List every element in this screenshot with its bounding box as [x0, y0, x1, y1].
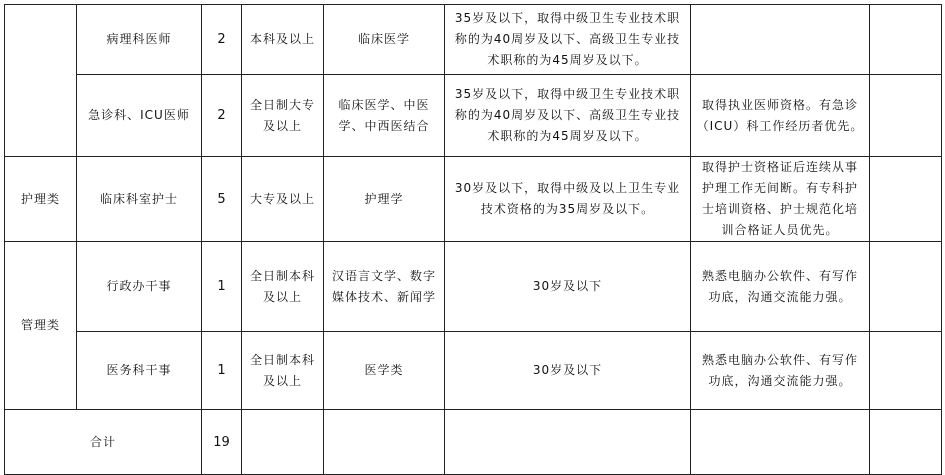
- count-cell: 2: [202, 75, 242, 157]
- major-cell: 临床医学、中医学、中西医结合: [324, 75, 445, 157]
- count-cell: 2: [202, 5, 242, 75]
- table-row: [5, 75, 942, 157]
- remark-cell: [870, 157, 942, 242]
- count-cell: 1: [202, 242, 242, 332]
- age-requirement-cell: 30岁及以下，取得中级及以上卫生专业技术资格的为35周岁及以下。: [445, 157, 691, 242]
- other-requirement-cell: [691, 5, 870, 75]
- count-cell: 1: [202, 332, 242, 410]
- total-row: [5, 410, 942, 475]
- age-requirement-cell: 30岁及以下: [445, 242, 691, 332]
- empty-cell: [242, 410, 324, 475]
- total-label: 合计: [5, 410, 202, 475]
- major-cell: 护理学: [324, 157, 445, 242]
- empty-cell: [324, 410, 445, 475]
- education-cell: 本科及以上: [242, 5, 324, 75]
- age-requirement-cell: 35岁及以下，取得中级卫生专业技术职称的为40周岁及以下、高级卫生专业技术职称的为45周岁及以下。: [445, 75, 691, 157]
- category-cell: [5, 5, 77, 157]
- table-row: [5, 242, 942, 332]
- category-cell: 护理类: [5, 157, 77, 242]
- table-row: [5, 5, 942, 75]
- table-row: [5, 157, 942, 242]
- position-cell: 病理科医师: [77, 5, 202, 75]
- major-cell: 临床医学: [324, 5, 445, 75]
- other-requirement-cell: 取得执业医师资格。有急诊（ICU）科工作经历者优先。: [691, 75, 870, 157]
- other-requirement-cell: 取得护士资格证后连续从事护理工作无间断。有专科护士培训资格、护士规范化培训合格证人员优先。: [691, 157, 870, 242]
- remark-cell: [870, 242, 942, 332]
- remark-cell: [870, 75, 942, 157]
- other-requirement-cell: 熟悉电脑办公软件、有写作功底，沟通交流能力强。: [691, 332, 870, 410]
- other-requirement-cell: 熟悉电脑办公软件、有写作功底，沟通交流能力强。: [691, 242, 870, 332]
- major-cell: 医学类: [324, 332, 445, 410]
- table-row: [5, 332, 942, 410]
- recruitment-table: [4, 4, 942, 475]
- total-count: 19: [202, 410, 242, 475]
- position-cell: 行政办干事: [77, 242, 202, 332]
- major-cell: 汉语言文学、数字媒体技术、新闻学: [324, 242, 445, 332]
- remark-cell: [870, 5, 942, 75]
- age-requirement-cell: 35岁及以下，取得中级卫生专业技术职称的为40周岁及以下、高级卫生专业技术职称的为45周岁及以下。: [445, 5, 691, 75]
- position-cell: 急诊科、ICU医师: [77, 75, 202, 157]
- category-cell: 管理类: [5, 242, 77, 410]
- count-cell: 5: [202, 157, 242, 242]
- education-cell: 全日制大专及以上: [242, 75, 324, 157]
- empty-cell: [870, 410, 942, 475]
- empty-cell: [445, 410, 691, 475]
- position-cell: 临床科室护士: [77, 157, 202, 242]
- education-cell: 大专及以上: [242, 157, 324, 242]
- age-requirement-cell: 30岁及以下: [445, 332, 691, 410]
- empty-cell: [691, 410, 870, 475]
- education-cell: 全日制本科及以上: [242, 332, 324, 410]
- position-cell: 医务科干事: [77, 332, 202, 410]
- education-cell: 全日制本科及以上: [242, 242, 324, 332]
- remark-cell: [870, 332, 942, 410]
